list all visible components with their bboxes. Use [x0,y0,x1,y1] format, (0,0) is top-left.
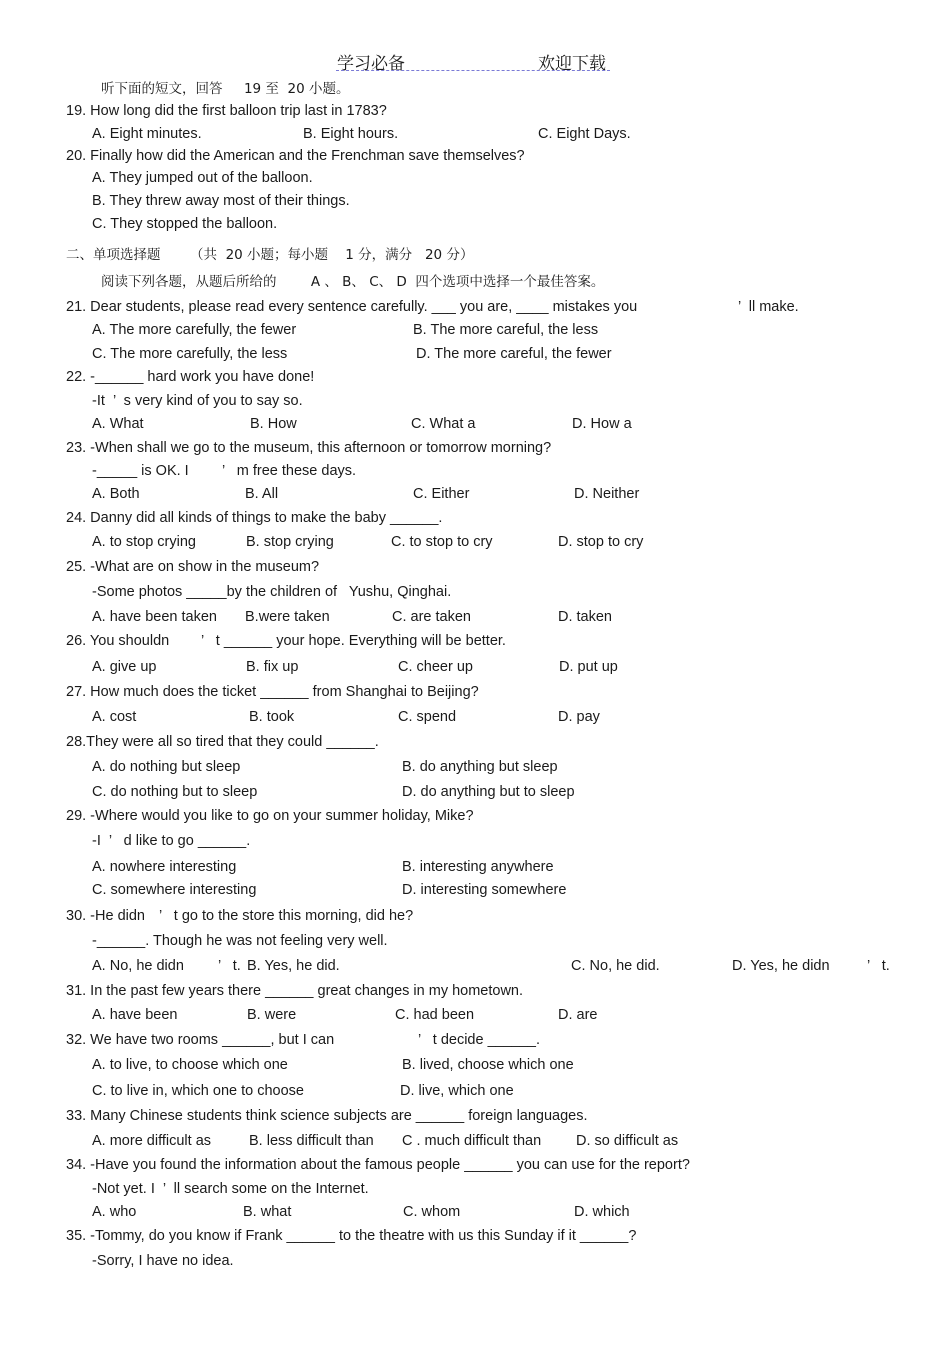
q28-option-c: C. do nothing but to sleep [92,784,258,800]
q27-option-c: C. spend [398,709,457,725]
q30-option-a-end: ’ t. [218,958,241,974]
q23-option-b: B. All [245,486,279,502]
q21-option-d: D. The more careful, the fewer [416,346,612,362]
section2-score: （共 20 小题；每小题 1 分，满分 20 分） [190,247,474,263]
q31-option-a: A. have been [92,1007,178,1023]
q34-option-c: C. whom [403,1204,461,1220]
q23-reply-end: ’ m free these days. [222,463,357,479]
q30-option-d-end: ’ t. [867,958,890,974]
q26-option-a: A. give up [92,659,157,675]
q29-option-c: C. somewhere interesting [92,882,257,898]
q25-option-a: A. have been taken [92,609,217,625]
q35-reply: -Sorry, I have no idea. [92,1253,234,1269]
q24-option-d: D. stop to cry [558,534,644,550]
q26-option-d: D. put up [559,659,618,675]
q30-stem-end: ’ t go to the store this morning, did he? [159,908,414,924]
q29-option-d: D. interesting somewhere [402,882,567,898]
q29-stem: 29. -Where would you like to go on your summer holiday, Mike? [66,808,474,824]
q26-stem-end: ’ t ______ your hope. Everything will be better. [201,633,506,649]
q33-option-a: A. more difficult as [92,1133,212,1149]
q33-option-d: D. so difficult as [576,1133,679,1149]
q23-option-c: C. Either [413,486,470,502]
header-left-text: 学习必备 [337,54,405,73]
page-header [0,47,950,73]
q34-option-b: B. what [243,1204,292,1220]
q29-option-a: A. nowhere interesting [92,859,237,875]
q24-stem: 24. Danny did all kinds of things to make the baby ______. [66,510,443,526]
q30-option-a: A. No, he didn [92,958,184,974]
q30-stem-start: 30. -He didn [66,908,145,924]
q32-option-b: B. lived, choose which one [402,1057,574,1073]
q29-reply: -I ’ d like to go ______. [92,833,251,849]
q27-option-d: D. pay [558,709,600,725]
q27-option-b: B. took [249,709,295,725]
q25-stem: 25. -What are on show in the museum? [66,559,320,575]
section2-title: 二、单项选择题 [66,247,161,263]
q27-stem: 27. How much does the ticket ______ from Shanghai to Beijing? [66,684,479,700]
q31-option-d: D. are [558,1007,598,1023]
q25-option-d: D. taken [558,609,612,625]
q34-option-d: D. which [574,1204,630,1220]
q31-option-c: C. had been [395,1007,475,1023]
q32-stem-end: ’ t decide ______. [418,1032,540,1048]
q32-option-d: D. live, which one [400,1083,514,1099]
q25-option-b: B.were taken [245,609,330,625]
q33-stem: 33. Many Chinese students think science subjects are ______ foreign languages. [66,1108,588,1124]
q32-option-c: C. to live in, which one to choose [92,1083,304,1099]
q20-option-a: A. They jumped out of the balloon. [92,170,313,186]
q22-option-a: A. What [92,416,144,432]
q31-option-b: B. were [247,1007,297,1023]
q30-option-c: C. No, he did. [571,958,660,974]
q33-option-c: C . much difficult than [402,1133,542,1149]
q22-stem: 22. -______ hard work you have done! [66,369,315,385]
q21-option-c: C. The more carefully, the less [92,346,288,362]
q21-option-a: A. The more carefully, the fewer [92,322,297,338]
q22-reply: -It ’ s very kind of you to say so. [92,393,303,409]
q22-option-c: C. What a [411,416,476,432]
section1-instruction: 听下面的短文，回答 19 至 20 小题。 [101,81,350,97]
q34-option-a: A. who [92,1204,137,1220]
q28-option-a: A. do nothing but sleep [92,759,241,775]
q35-stem: 35. -Tommy, do you know if Frank ______ to the theatre with us this Sunday if it ______? [66,1228,637,1244]
q28-option-b: B. do anything but sleep [402,759,558,775]
q23-option-a: A. Both [92,486,140,502]
q25-reply: -Some photos _____by the children of Yushu, Qinghai. [92,584,452,600]
q19-option-b: B. Eight hours. [303,126,399,142]
q26-stem-start: 26. You shouldn [66,633,170,649]
q19-option-a: A. Eight minutes. [92,126,202,142]
q28-option-d: D. do anything but to sleep [402,784,575,800]
q22-option-b: B. How [250,416,297,432]
q20-stem: 20. Finally how did the American and the Frenchman save themselves? [66,148,525,164]
section2-instruction: 阅读下列各题，从题后所给的 A 、 B、 C、 D 四个选项中选择一个最佳答案。 [101,274,605,290]
q27-option-a: A. cost [92,709,137,725]
q24-option-a: A. to stop crying [92,534,196,550]
q34-stem: 34. -Have you found the information about the famous people ______ you can use for the report? [66,1157,690,1173]
q21-stem: 21. Dear students, please read every sentence carefully. ___ you are, ____ mistakes you [66,299,638,315]
q30-option-d: D. Yes, he didn [732,958,830,974]
q30-reply: -______. Though he was not feeling very well. [92,933,388,949]
q20-option-b: B. They threw away most of their things. [92,193,350,209]
q20-option-c: C. They stopped the balloon. [92,216,278,232]
header-right-text: 欢迎下载 [538,54,606,73]
q26-option-c: C. cheer up [398,659,473,675]
q30-option-b: B. Yes, he did. [247,958,340,974]
q29-option-b: B. interesting anywhere [402,859,554,875]
q23-reply-start: -_____ is OK. I [92,463,189,479]
header-dashed-underline [336,70,610,71]
q19-stem: 19. How long did the first balloon trip last in 1783? [66,103,387,119]
q31-stem: 31. In the past few years there ______ great changes in my hometown. [66,983,524,999]
q19-option-c: C. Eight Days. [538,126,631,142]
q28-stem: 28.They were all so tired that they could ______. [66,734,379,750]
q24-option-b: B. stop crying [246,534,334,550]
q32-option-a: A. to live, to choose which one [92,1057,288,1073]
q33-option-b: B. less difficult than [249,1133,374,1149]
q34-reply: -Not yet. I ’ ll search some on the Internet. [92,1181,369,1197]
q21-stem-end: ’ ll make. [738,299,799,315]
q32-stem-start: 32. We have two rooms ______, but I can [66,1032,335,1048]
q23-option-d: D. Neither [574,486,640,502]
q22-option-d: D. How a [572,416,632,432]
q23-stem: 23. -When shall we go to the museum, this afternoon or tomorrow morning? [66,440,552,456]
q24-option-c: C. to stop to cry [391,534,493,550]
q21-option-b: B. The more careful, the less [413,322,599,338]
q25-option-c: C. are taken [392,609,471,625]
q26-option-b: B. fix up [246,659,299,675]
